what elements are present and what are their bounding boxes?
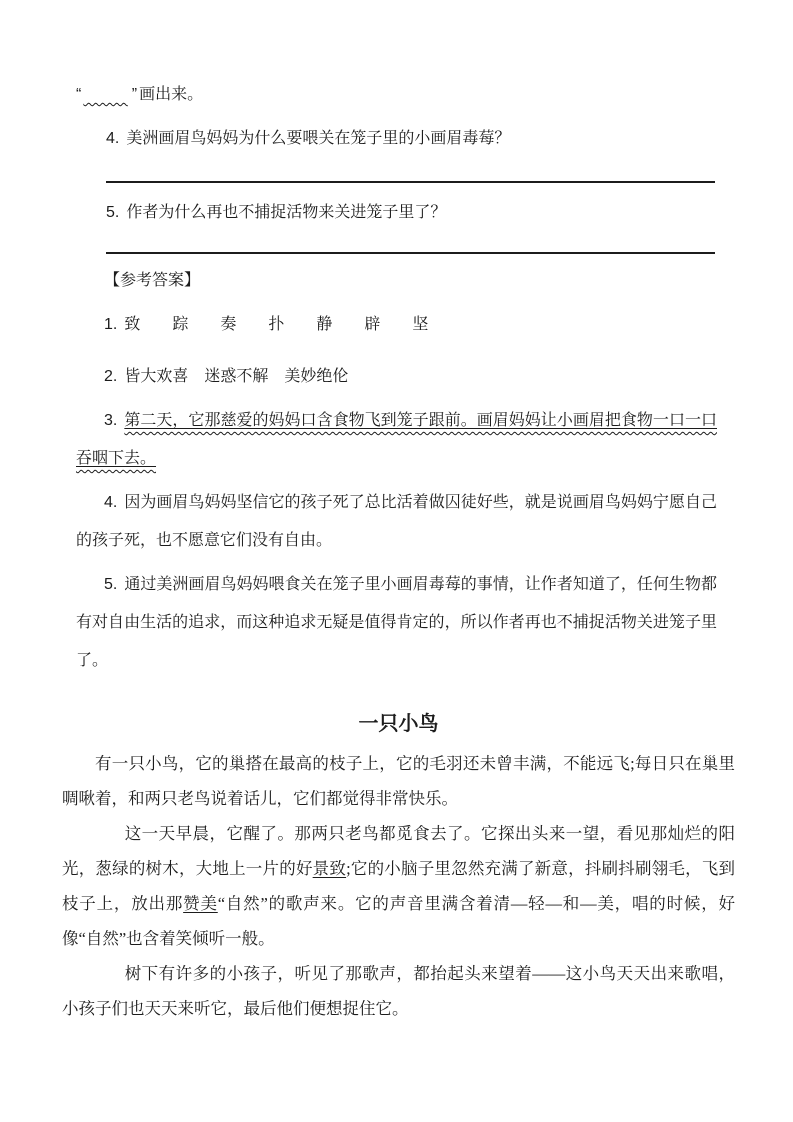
instruction-tail-text: 画出来。 bbox=[139, 86, 204, 103]
question-5-number: 5. bbox=[106, 204, 120, 221]
passage-paragraph-2 bbox=[62, 816, 735, 956]
answer-5-text: 通过美洲画眉鸟妈妈喂食关在笼子里小画眉毒莓的事情，让作者知道了，任何生物都有对自由生活的追求，而这种追求无疑是值得肯定的，所以作者再也不捕捉活物关进笼子里了。 bbox=[76, 576, 717, 669]
fill-blank-instruction-line bbox=[76, 84, 717, 106]
answer-2-number: 2. bbox=[104, 368, 118, 385]
answer-2-text: 皆大欢喜 迷惑不解 美妙绝伦 bbox=[124, 368, 349, 385]
open-quote: “ bbox=[76, 86, 82, 103]
paragraph-3-text: 树下有许多的小孩子，听见了那歌声，都抬起头来望着——这小鸟天天出来歌唱，小孩子们也天天来听它，最后他们便想捉住它。 bbox=[62, 964, 735, 1018]
answer-blank-line-1 bbox=[106, 181, 715, 183]
paragraph-2-text-a: 这一天早晨，它醒了。那两只老鸟都觅食去了。它探出头来一望，看见那灿烂的阳光，葱绿的树木，大地上一片的好 bbox=[62, 824, 735, 878]
answer-blank-line-2 bbox=[106, 252, 715, 254]
passage-paragraph-1 bbox=[62, 746, 735, 816]
question-4 bbox=[76, 128, 717, 150]
close-quote: ” bbox=[131, 86, 138, 103]
reference-answers-section bbox=[76, 270, 717, 680]
answer-item-2 bbox=[76, 358, 717, 396]
answer-1-number: 1. bbox=[104, 316, 118, 333]
answer-4-number: 4. bbox=[104, 494, 118, 511]
answer-3-text: 第二天，它那慈爱的妈妈口含食物飞到笼子跟前。画眉妈妈让小画眉把食物一口一口吞咽下去。 bbox=[76, 412, 717, 467]
paragraph-2-underlined-word-2: 赞美 bbox=[183, 894, 218, 913]
passage-paragraph-3 bbox=[62, 956, 735, 1026]
reading-passage-section bbox=[62, 710, 735, 1026]
paragraph-2-underlined-word-1: 景致 bbox=[312, 859, 347, 878]
answer-item-1 bbox=[76, 306, 717, 344]
answer-5-number: 5. bbox=[104, 576, 118, 593]
paragraph-2-text-b: ;它的小脑子里忽然充满了新意，抖刷抖刷翎毛，飞到枝子上，放出那 bbox=[62, 859, 735, 913]
question-4-text: 美洲画眉鸟妈妈为什么要喂关在笼子里的小画眉毒莓？ bbox=[126, 130, 511, 147]
answer-item-4 bbox=[76, 484, 717, 560]
paragraph-2-text-c: “自然”的歌声来。它的声音里满含着清—轻—和—美，唱的时候，好像“自然”也含着笑倾听一般。 bbox=[62, 894, 736, 948]
answer-item-3 bbox=[76, 402, 717, 478]
answer-1-text: 致 踪 奏 扑 静 辟 坚 bbox=[124, 316, 429, 333]
answer-3-number: 3. bbox=[104, 412, 118, 429]
answers-header: 【参考答案】 bbox=[104, 272, 201, 289]
question-section bbox=[76, 84, 717, 254]
wavy-blank-line bbox=[83, 84, 127, 106]
answer-4-text: 因为画眉鸟妈妈坚信它的孩子死了总比活着做囚徒好些，就是说画眉鸟妈妈宁愿自己的孩子死，也不愿意它们没有自由。 bbox=[76, 494, 717, 549]
question-5 bbox=[76, 202, 717, 224]
question-5-text: 作者为什么再也不捕捉活物来关进笼子里了？ bbox=[126, 204, 447, 221]
answer-item-5 bbox=[76, 566, 717, 680]
passage-title: 一只小鸟 bbox=[358, 713, 439, 735]
question-4-number: 4. bbox=[106, 130, 120, 147]
answer-3-underline-wrap bbox=[76, 412, 717, 467]
paragraph-1-text: 有一只小鸟，它的巢搭在最高的枝子上，它的毛羽还未曾丰满，不能远飞;每日只在巢里啁啾着，和两只老鸟说着话儿，它们都觉得非常快乐。 bbox=[62, 754, 735, 808]
